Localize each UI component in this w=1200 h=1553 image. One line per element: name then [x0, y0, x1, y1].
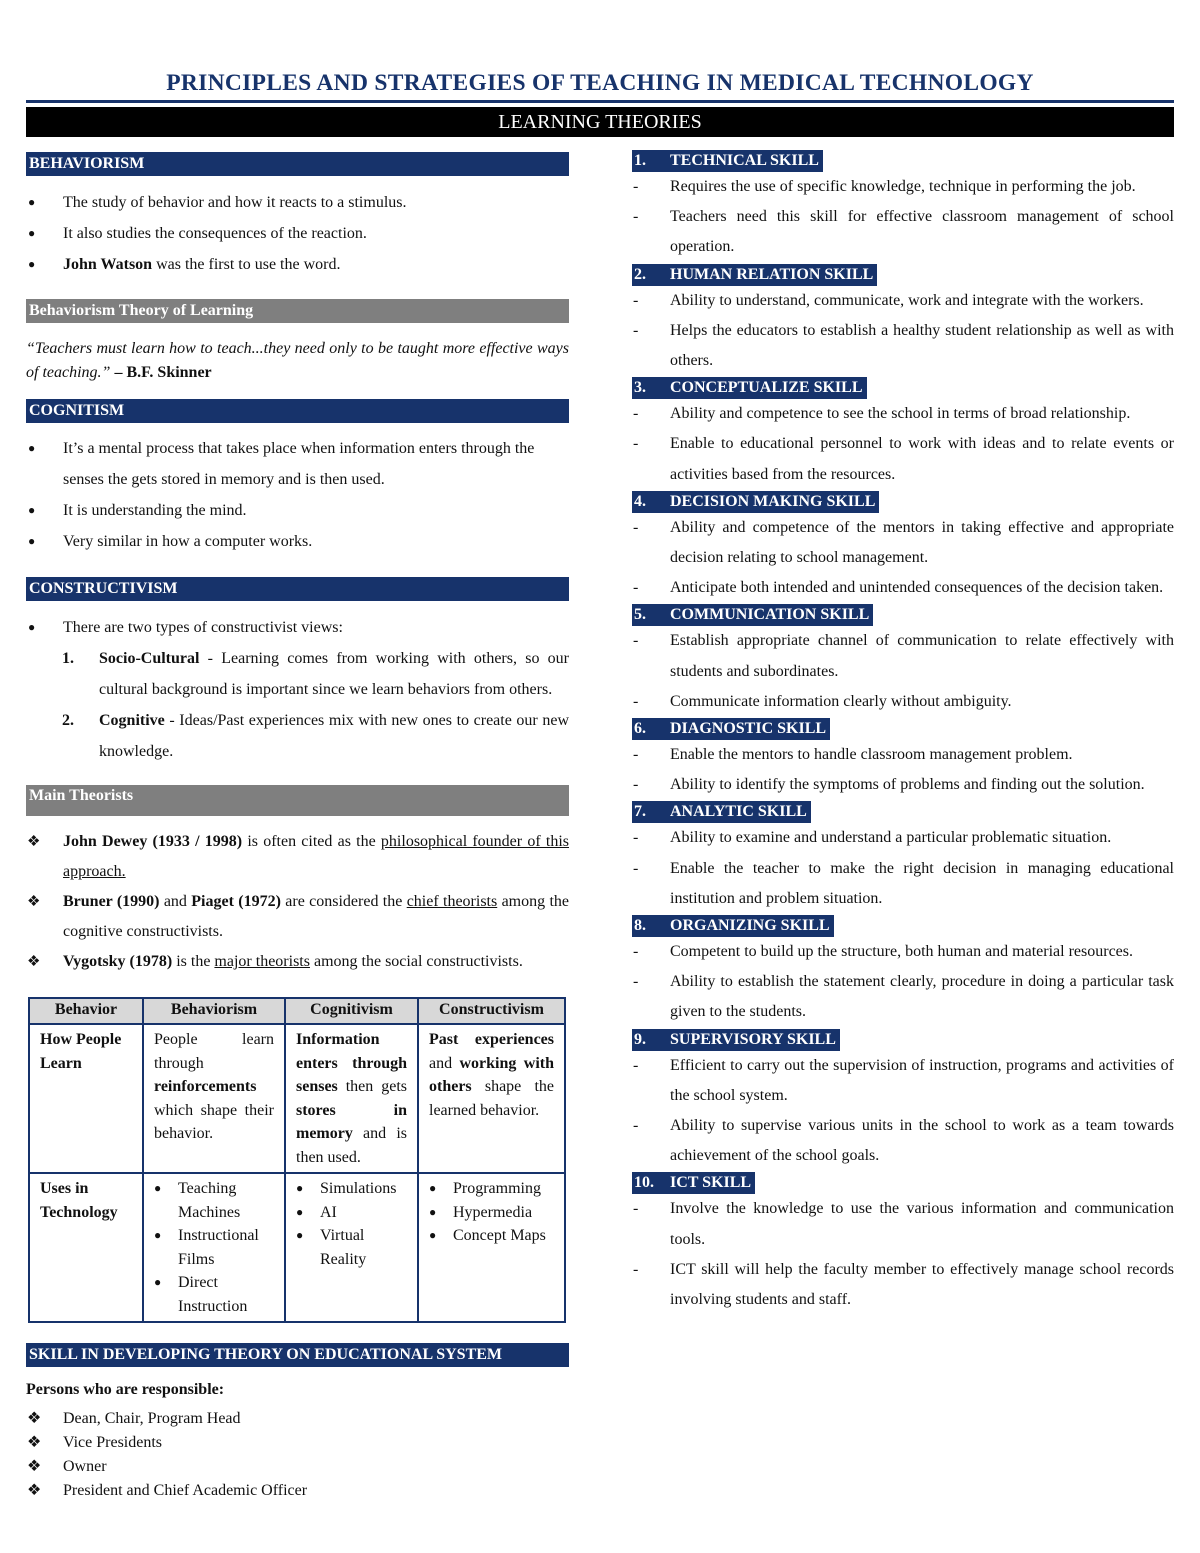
skill-section — [632, 718, 1174, 800]
title-divider — [26, 100, 1174, 103]
table-row — [29, 1173, 565, 1322]
skill-heading: 9. SUPERVISORY SKILL — [632, 1029, 840, 1051]
diamond-bullet-icon: ❖ — [27, 1410, 42, 1427]
table-header: Behavior — [29, 998, 143, 1024]
list-item: - Enable the teacher to make the right decision in managing educational institution and problem situation. — [633, 859, 1174, 907]
list-item: ● Programming — [429, 1177, 554, 1201]
persons-responsible-label: Persons who are responsible: — [26, 1381, 225, 1398]
skill-section — [632, 801, 1174, 914]
skill-heading: 8. ORGANIZING SKILL — [632, 915, 834, 937]
skill-heading: 2. HUMAN RELATION SKILL — [632, 264, 877, 286]
list-item: ● Virtual Reality — [296, 1224, 407, 1271]
behaviorism-heading: BEHAVIORISM — [26, 152, 569, 176]
bullet-icon: ● — [296, 1228, 304, 1242]
list-item: ● Direct Instruction — [154, 1271, 274, 1318]
list-item: - Ability to supervise various units in the school to work as a team towards achievement of the school goals. — [633, 1117, 1174, 1165]
bullet-icon: ● — [429, 1181, 437, 1195]
bullet-icon: ● — [429, 1204, 437, 1219]
bullet-icon: ● — [296, 1204, 304, 1219]
table-header: Constructivism — [418, 998, 565, 1024]
cognitism-heading: COGNITISM — [26, 399, 569, 423]
list-item: ❖ John Dewey (1933 / 1998) is often cited as the philosophical founder of this approach. — [26, 827, 569, 887]
theorists-list — [26, 827, 569, 977]
list-item: - Involve the knowledge to use the various information and communication tools. — [633, 1200, 1174, 1248]
table-row — [29, 1024, 565, 1173]
bullet-icon: ● — [154, 1228, 162, 1242]
list-item: - Ability to examine and understand a particular problematic situation. — [633, 829, 1112, 847]
list-item: - Ability to understand, communicate, work and integrate with the workers. — [633, 291, 1144, 309]
quote-author: – B.F. Skinner — [110, 364, 212, 381]
table-header: Behaviorism — [143, 998, 285, 1024]
list-item: - Anticipate both intended and unintended consequences of the decision taken. — [633, 579, 1164, 597]
bullet-icon: ● — [28, 620, 36, 634]
bullet-icon: ● — [154, 1181, 162, 1195]
skill-developing-heading: SKILL IN DEVELOPING THEORY ON EDUCATIONAL SYSTEM — [26, 1343, 569, 1367]
list-item: - ICT skill will help the faculty member to effectively manage school records involving students and staff. — [633, 1260, 1174, 1309]
list-item: - Helps the educators to establish a healthy student relationship as well as with others. — [633, 321, 1174, 370]
diamond-bullet-icon: ❖ — [27, 894, 41, 910]
list-item: ● Simulations — [296, 1177, 407, 1201]
bullet-icon: ● — [28, 503, 36, 517]
list-item: ● It also studies the consequences of the reaction. — [26, 218, 569, 249]
skill-heading: 7. ANALYTIC SKILL — [632, 801, 811, 823]
list-item: ● Very similar in how a computer works. — [26, 526, 569, 557]
table-cell — [418, 1173, 565, 1322]
skill-heading: 5. COMMUNICATION SKILL — [632, 604, 873, 626]
list-item: ● John Watson was the first to use the word. — [26, 249, 569, 280]
skill-heading: 4. DECISION MAKING SKILL — [632, 491, 879, 513]
list-item: ● Teaching Machines — [154, 1177, 274, 1224]
skill-section — [632, 915, 1174, 1028]
diamond-bullet-icon: ❖ — [27, 1482, 42, 1499]
list-item: 1. Socio-Cultural - Learning comes from working with others, so our cultural background is important since we learn behaviors from others. — [62, 650, 569, 698]
list-item: 2. Cognitive - Ideas/Past experiences mix with new ones to create our new knowledge. — [62, 712, 569, 760]
list-item: ● It’s a mental process that takes place when information enters through the senses the gets stored in memory and is then used. — [26, 433, 569, 495]
list-item: - Ability and competence of the mentors in taking effective and appropriate decision relating to school management. — [633, 518, 1174, 567]
bullet-icon: ● — [429, 1228, 437, 1242]
behaviorism-theory-heading: Behaviorism Theory of Learning — [26, 299, 569, 323]
behaviorism-list — [26, 187, 569, 280]
list-item: - Efficient to carry out the supervision of instruction, programs and activities of the school system. — [633, 1056, 1174, 1104]
list-item: - Enable the mentors to handle classroom management problem. — [633, 746, 1073, 764]
bullet-icon: ● — [28, 257, 36, 271]
diamond-bullet-icon: ❖ — [27, 1458, 42, 1475]
skill-section — [632, 264, 1174, 377]
diamond-bullet-icon: ❖ — [27, 1434, 42, 1451]
list-item: - Ability and competence to see the school in terms of broad relationship. — [633, 405, 1131, 423]
table-header: Cognitivism — [285, 998, 418, 1024]
left-column — [26, 152, 569, 1503]
right-column — [632, 150, 1174, 1316]
skill-section — [632, 491, 1174, 604]
list-item: - Requires the use of specific knowledge, technique in performing the job. — [633, 178, 1136, 195]
skill-section — [632, 1029, 1174, 1172]
list-item: - Establish appropriate channel of communication to relate effectively with students and subordinates. — [633, 632, 1174, 680]
bullet-icon: ● — [154, 1275, 162, 1289]
table-cell: Uses in Technology — [29, 1173, 143, 1322]
section-banner: LEARNING THEORIES — [26, 107, 1174, 137]
table-cell: Information enters through senses then gets stores in memory and is then used. — [285, 1024, 418, 1173]
table-header-row — [29, 998, 565, 1024]
skill-section — [632, 377, 1174, 490]
table-cell: People learn through reinforcements which shape their behavior. — [143, 1024, 285, 1173]
skill-heading: 10. ICT SKILL — [632, 1172, 755, 1194]
comparison-table — [28, 997, 566, 1323]
bullet-icon: ● — [28, 534, 36, 548]
constructivism-types — [62, 643, 569, 767]
constructivism-heading: CONSTRUCTIVISM — [26, 577, 569, 601]
list-item: ❖ Dean, Chair, Program Head — [26, 1407, 569, 1431]
list-item: - Competent to build up the structure, both human and material resources. — [633, 943, 1133, 961]
list-item: ● There are two types of constructivist views: — [26, 612, 569, 643]
bullet-icon: ● — [28, 195, 36, 209]
list-item: - Ability to identify the symptoms of problems and finding out the solution. — [633, 776, 1145, 794]
cognitism-list — [26, 433, 569, 557]
list-item: - Teachers need this skill for effective classroom management of school operation. — [633, 208, 1174, 256]
table-cell: How People Learn — [29, 1024, 143, 1173]
skill-section — [632, 150, 1174, 263]
bullet-icon: ● — [296, 1181, 304, 1195]
list-item: ❖ President and Chief Academic Officer — [26, 1479, 569, 1503]
list-item: ● AI — [296, 1201, 407, 1225]
persons-list — [26, 1407, 569, 1503]
diamond-bullet-icon: ❖ — [27, 834, 41, 850]
bullet-icon: ● — [28, 441, 36, 455]
skinner-quote: “Teachers must learn how to teach...they need only to be taught more effective ways of teaching.” – B.F. Skinner — [26, 340, 569, 381]
list-item: ● Instructional Films — [154, 1224, 274, 1271]
table-cell — [285, 1173, 418, 1322]
table-cell: Past experiences and working with others shape the learned behavior. — [418, 1024, 565, 1173]
list-item: ❖ Owner — [26, 1455, 569, 1479]
page-title: PRINCIPLES AND STRATEGIES OF TEACHING IN MEDICAL TECHNOLOGY — [166, 70, 1034, 96]
skill-heading: 1. TECHNICAL SKILL — [632, 150, 823, 172]
skill-section — [632, 1172, 1174, 1315]
table-cell — [143, 1173, 285, 1322]
main-theorists-heading: Main Theorists — [26, 785, 569, 816]
list-item: - Enable to educational personnel to work with ideas and to relate events or activities based from the resources. — [633, 435, 1174, 483]
list-item: - Communicate information clearly without ambiguity. — [633, 692, 1012, 710]
list-item: ❖ Vygotsky (1978) is the major theorists among the social constructivists. — [26, 947, 569, 977]
list-item: - Ability to establish the statement clearly, procedure in doing a particular task given to the students. — [633, 973, 1174, 1021]
list-item: ❖ Vice Presidents — [26, 1431, 569, 1455]
list-item: ● The study of behavior and how it reacts to a stimulus. — [26, 187, 569, 218]
list-item: ❖ Bruner (1990) and Piaget (1972) are considered the chief theorists among the cognitive constructivists. — [26, 887, 569, 947]
list-item: ● Concept Maps — [429, 1224, 554, 1248]
skill-section — [632, 604, 1174, 717]
skill-heading: 6. DIAGNOSTIC SKILL — [632, 718, 830, 740]
diamond-bullet-icon: ❖ — [27, 954, 41, 970]
bullet-icon: ● — [28, 226, 36, 240]
list-item: ● It is understanding the mind. — [26, 495, 569, 526]
constructivism-list — [26, 612, 569, 643]
skill-heading: 3. CONCEPTUALIZE SKILL — [632, 377, 867, 399]
list-item: ● Hypermedia — [429, 1201, 554, 1225]
